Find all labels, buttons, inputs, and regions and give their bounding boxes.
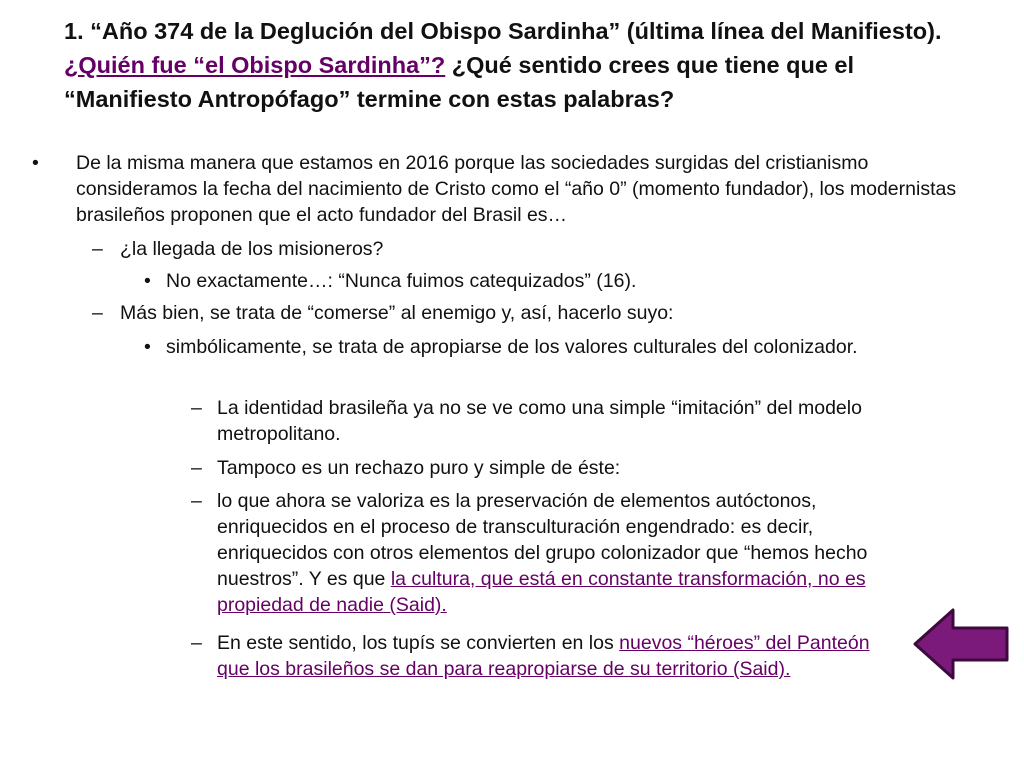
dash-item-comerse bbox=[92, 300, 960, 326]
dash-item-identidad bbox=[191, 395, 907, 447]
dash-item-misioneros bbox=[92, 236, 960, 262]
cultura-said-link[interactable]: la cultura, que está en constante transformación, no es propiedad de nadie (Said). bbox=[217, 568, 866, 616]
dash-text: lo que ahora se valoriza es la preservación de elementos autóctonos, enriquecidos en el proceso de transculturación engendrado: es decir, enriquecidos con otros elementos del grupo colonizador que “hemos hecho nuestros”. Y es que bbox=[217, 490, 868, 590]
title-text-end: ¿Qué sentido crees que tiene que el “Manifiesto Antropófago” termine con estas palabras? bbox=[64, 52, 855, 112]
bullet-marker: • bbox=[144, 336, 151, 358]
title-text-start: 1. “Año 374 de la Deglución del Obispo Sardinha” (última línea del Manifiesto). bbox=[64, 18, 942, 44]
bullet-no-exactamente bbox=[144, 268, 886, 294]
dash-marker: – bbox=[191, 490, 202, 512]
heroes-said-link[interactable]: nuevos “héroes” del Panteón que los brasileños se dan para reapropiarse de su territorio (Said). bbox=[217, 632, 870, 680]
dash-item-preservacion bbox=[191, 488, 907, 618]
bullet-acto-fundador bbox=[32, 150, 976, 228]
dash-text: La identidad brasileña ya no se ve como una simple “imitación” del modelo metropolitano. bbox=[217, 397, 862, 445]
dash-marker: – bbox=[92, 238, 103, 260]
back-arrow-icon[interactable] bbox=[913, 608, 1009, 680]
bullet-marker: • bbox=[32, 152, 39, 174]
dash-text: Más bien, se trata de “comerse” al enemigo y, así, hacerlo suyo: bbox=[120, 302, 674, 324]
obispo-sardinha-link[interactable]: ¿Quién fue “el Obispo Sardinha”? bbox=[64, 52, 446, 78]
slide-title bbox=[64, 14, 964, 116]
bullet-text: No exactamente…: “Nunca fuimos catequizados” (16). bbox=[166, 270, 637, 292]
bullet-marker: • bbox=[144, 270, 151, 292]
dash-item-tupis bbox=[191, 630, 907, 682]
bullet-simbolicamente bbox=[144, 334, 886, 360]
bullet-text: De la misma manera que estamos en 2016 porque las sociedades surgidas del cristianismo consideramos la fecha del nacimiento de Cristo como el “año 0” (momento fundador), los modernistas brasileños proponen que el acto fundador del Brasil es… bbox=[76, 152, 957, 226]
bullet-text: simbólicamente, se trata de apropiarse de los valores culturales del colonizador. bbox=[166, 336, 858, 358]
dash-text: Tampoco es un rechazo puro y simple de éste: bbox=[217, 457, 621, 479]
dash-marker: – bbox=[191, 457, 202, 479]
dash-marker: – bbox=[191, 397, 202, 419]
dash-marker: – bbox=[191, 632, 202, 654]
dash-item-rechazo bbox=[191, 455, 907, 481]
dash-marker: – bbox=[92, 302, 103, 324]
dash-text: En este sentido, los tupís se convierten en los bbox=[217, 632, 620, 654]
dash-text: ¿la llegada de los misioneros? bbox=[120, 238, 384, 260]
